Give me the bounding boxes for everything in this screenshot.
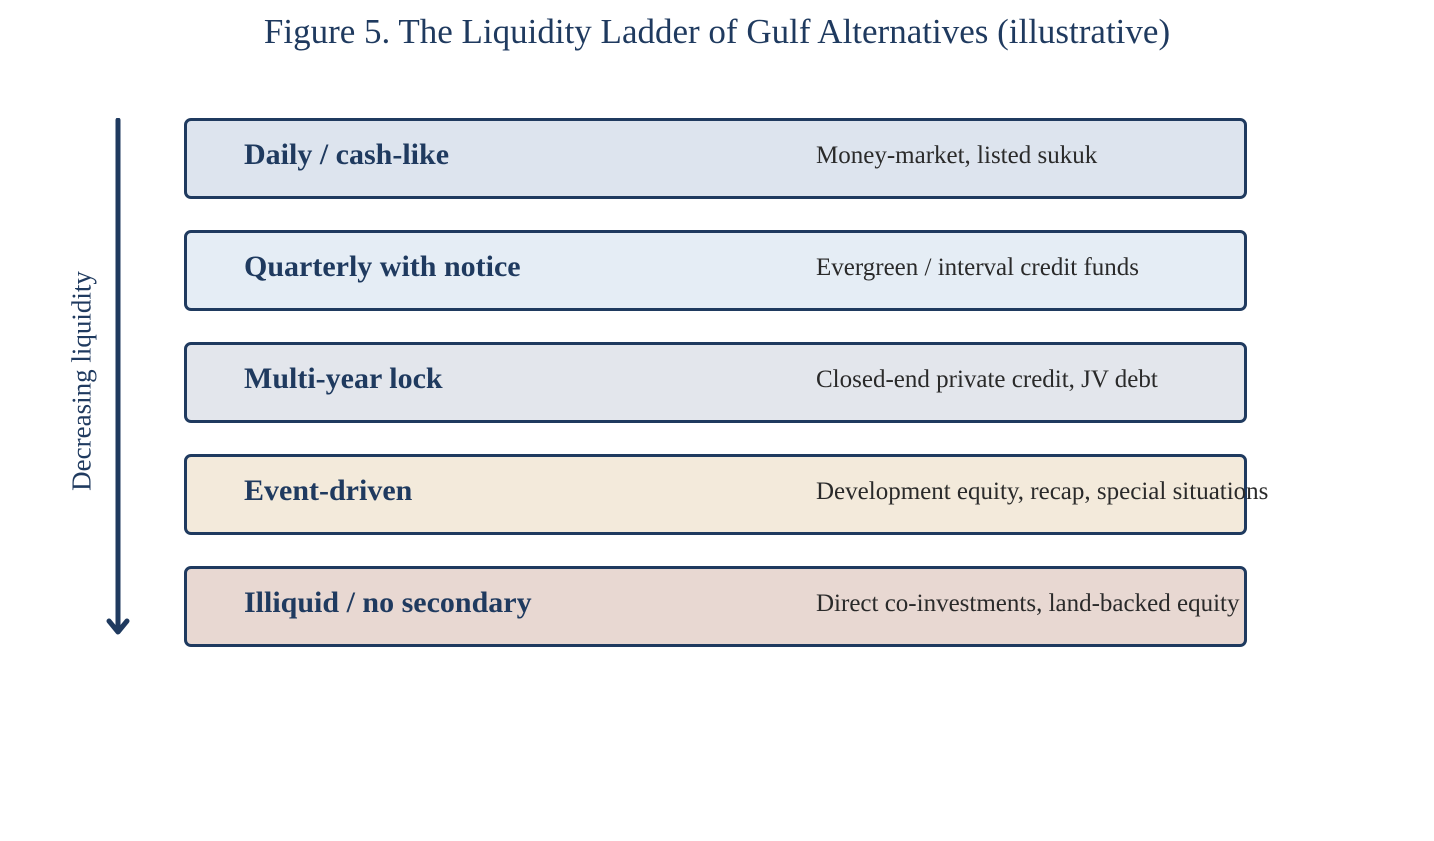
rung-examples: Development equity, recap, special situations — [816, 478, 1269, 505]
ladder-rung-event-driven — [184, 454, 1269, 535]
rung-label: Event-driven — [244, 474, 413, 507]
figure-title: Figure 5. The Liquidity Ladder of Gulf Alternatives (illustrative) — [263, 12, 1171, 51]
rung-examples: Closed-end private credit, JV debt — [816, 366, 1158, 393]
ladder-rung-daily — [184, 118, 1247, 199]
rung-label: Quarterly with notice — [244, 250, 521, 283]
rung-label: Illiquid / no secondary — [244, 586, 532, 619]
ladder-rung-illiquid — [184, 566, 1247, 647]
down-arrow-icon — [104, 118, 132, 640]
ladder-rung-multi-year — [184, 342, 1247, 423]
ladder-rung-quarterly — [184, 230, 1247, 311]
rung-examples: Money-market, listed sukuk — [816, 142, 1098, 169]
rung-label: Daily / cash-like — [244, 138, 450, 171]
rung-examples: Direct co-investments, land-backed equity — [816, 590, 1240, 617]
rung-examples: Evergreen / interval credit funds — [816, 254, 1140, 281]
rung-label: Multi-year lock — [244, 362, 443, 395]
axis-label: Decreasing liquidity — [66, 271, 97, 491]
